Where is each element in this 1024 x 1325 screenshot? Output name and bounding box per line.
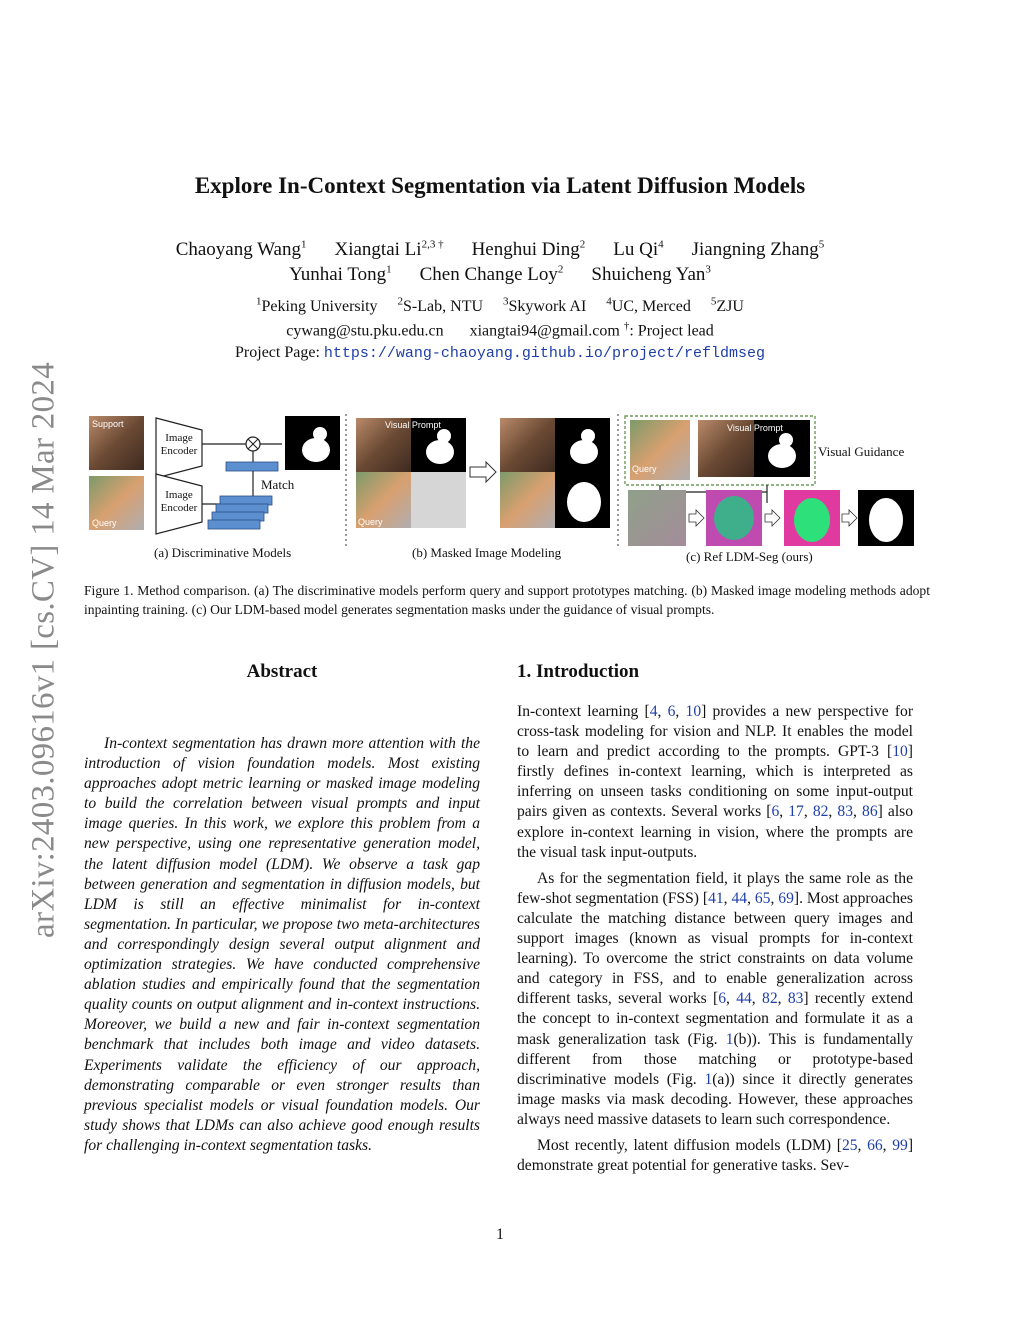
- text-run: Most recently, latent diffusion models (LDM) [: [537, 1136, 842, 1154]
- citation-link[interactable]: 25: [841, 1136, 858, 1154]
- project-url-link[interactable]: https://wang-chaoyang.github.io/project/refldmseg: [323, 345, 765, 362]
- text-run: (b)). This is fundamentally different from those matching or prototype-based discriminative models (Fig.: [517, 1030, 913, 1088]
- author-name: Henghui Ding$^2$: [471, 239, 586, 261]
- citation-link[interactable]: 86: [862, 803, 878, 821]
- label-query-c: Query: [632, 464, 657, 474]
- text-run: ,: [882, 1136, 893, 1154]
- arrow-icon: [470, 462, 496, 482]
- email-1[interactable]: cywang@stu.pku.edu.cn: [286, 322, 444, 340]
- citation-link[interactable]: 65: [754, 889, 771, 907]
- project-label: Project Page:: [235, 344, 320, 361]
- citation-link[interactable]: 99: [892, 1136, 908, 1154]
- intro-text: [517, 702, 913, 1176]
- affiliations: [0, 296, 1000, 316]
- text-run: ,: [779, 803, 789, 821]
- author-affiliation-mark: 5: [818, 239, 825, 251]
- text-run: ,: [751, 990, 763, 1008]
- citation-link[interactable]: 83: [787, 990, 804, 1008]
- affiliation: $^5$ZJU: [710, 296, 744, 316]
- label-visual-guidance: Visual Guidance: [818, 444, 905, 459]
- author-name: Lu Qi$^4$: [613, 239, 664, 261]
- citation-link[interactable]: 83: [837, 803, 854, 821]
- support-prototype: [226, 462, 278, 471]
- label-query-a: Query: [92, 518, 117, 528]
- author-affiliation-mark: 2: [557, 264, 564, 276]
- text-run: ] firstly defines in-context learning, which is interpreted as inferring on unseen tasks conditioning on some input-output pairs given as contexts. Several works [: [517, 743, 913, 821]
- paper-title: Explore In-Context Segmentation via Latent Diffusion Models: [194, 173, 806, 198]
- author-affiliation-mark: 1: [386, 264, 392, 276]
- author-name: Xiangtai $Li^{2,3 \dagger}$: [334, 239, 444, 261]
- author-affiliation-mark: 4: [658, 239, 664, 251]
- abstract-text: [84, 734, 480, 1156]
- emails: [0, 320, 1000, 340]
- caption-panel-a: (a) Discriminative Models: [154, 545, 292, 560]
- text-run: ,: [675, 703, 686, 720]
- figure-caption: Figure 1. Method comparison. (a) The discriminative models perform query and support prototypes matching. (b) Masked image modeling methods adopt inpainting training. (c) Our LDM-based model generates segmentation masks under the guidance of visual prompts.: [84, 583, 930, 617]
- masked-region: [411, 472, 466, 528]
- text-run: In-context learning [: [517, 703, 650, 720]
- abstract-heading: Abstract: [246, 661, 318, 682]
- author-name: Jiangning Zhang$^5$: [691, 239, 825, 261]
- citation-link[interactable]: 82: [762, 990, 778, 1008]
- citation-link[interactable]: 6: [718, 990, 726, 1008]
- author-name: Chen Change Loy$^2$: [419, 264, 564, 286]
- text-run: ] provides a new perspective for cross-task modeling for vision and NLP. It enables the model to learn and predict according to the prompts. GPT-3 [: [517, 703, 914, 761]
- citation-link[interactable]: 6: [667, 703, 676, 720]
- citation-link[interactable]: 10: [892, 743, 908, 761]
- encoder-top-label: Image Encoder: [160, 432, 198, 457]
- text-run: ] recently extend the concept to in-context segmentation and formulate it as a mask generalization task (Fig.: [517, 990, 914, 1048]
- citation-link[interactable]: 17: [788, 803, 804, 821]
- author-name: Shuicheng Yan$^3$: [591, 264, 711, 286]
- caption-panel-c: (c) Ref LDM-Seg (ours): [686, 549, 813, 564]
- text-run: ,: [857, 1136, 868, 1154]
- author-affiliation-mark: 1: [301, 239, 307, 251]
- arxiv-id: arXiv:2403.09616v1 [cs.CV] 14 Mar 2024: [25, 362, 62, 938]
- authors-line-1: [0, 239, 1000, 261]
- affiliation: $^2$S-Lab, NTU: [397, 296, 484, 316]
- author-affiliation-mark: 2: [579, 239, 586, 251]
- label-match: Match: [261, 477, 295, 492]
- text-run: (a)) since it directly generates image masks via mask decoding. However, these approaches always need massive datasets to learn such correspondence.: [517, 1070, 913, 1128]
- label-visual-prompt-c: Visual Prompt: [727, 423, 783, 433]
- text-run: ] also explore in-context learning in vision, where the prompts are the visual task input-outputs.: [517, 803, 914, 861]
- author-name: Yunhai Tong$^1$: [289, 264, 392, 286]
- text-run: ,: [747, 889, 755, 907]
- text-run: ,: [828, 803, 838, 821]
- citation-link[interactable]: 44: [736, 990, 752, 1008]
- noise-latent: [628, 490, 686, 546]
- citation-link[interactable]: 10: [685, 703, 702, 720]
- email-2[interactable]: xiangtai94@gmail.com: [469, 322, 620, 340]
- page-number: 1: [496, 1226, 504, 1243]
- citation-link[interactable]: 1: [725, 1030, 734, 1048]
- citation-link[interactable]: 4: [649, 703, 658, 720]
- affiliation: $^4$UC, Merced: [606, 296, 691, 316]
- intro-heading: 1. Introduction: [517, 661, 640, 682]
- encoder-bottom-label: Image Encoder: [160, 489, 198, 514]
- text-run: ,: [657, 703, 668, 720]
- authors-line-2: [0, 264, 1000, 286]
- project-page: [0, 344, 1000, 362]
- lead-note: : Project lead: [629, 322, 714, 340]
- caption-panel-b: (b) Masked Image Modeling: [412, 545, 562, 560]
- text-run: ,: [770, 889, 779, 907]
- author-affiliation-mark: 3: [705, 264, 711, 276]
- text-run: ,: [777, 990, 788, 1008]
- intro-paragraph-1: [517, 702, 913, 863]
- query-features: [208, 520, 260, 529]
- citation-link[interactable]: 66: [867, 1136, 883, 1154]
- intro-paragraph-2: [517, 869, 913, 1130]
- figure-1: [84, 410, 930, 570]
- citation-link[interactable]: 6: [771, 803, 780, 821]
- label-query-b: Query: [358, 517, 383, 527]
- citation-link[interactable]: 44: [731, 889, 748, 907]
- text-run: As for the segmentation field, it plays the same role as the few-shot segmentation (FSS) [: [517, 869, 913, 907]
- arxiv-watermark: [22, 330, 66, 970]
- text-run: ,: [853, 803, 863, 821]
- lead-mark: †: [623, 320, 630, 332]
- citation-link[interactable]: 69: [778, 889, 794, 907]
- text-run: ,: [803, 803, 813, 821]
- citation-link[interactable]: 1: [704, 1070, 713, 1088]
- abstract-paragraph: In-context segmentation has drawn more attention with the introduction of vision foundation models. Most existing approaches adopt metric learning or masked image modeling to build the correlation between visual prompts and input image queries. In this work, we explore this problem from a new perspective, using one representative generation model, the latent diffusion model (LDM). We observe a task gap between generation and segmentation in diffusion models, but LDM is still an effective minimalist for in-context segmentation. In particular, we propose two meta-architectures and correspondingly design several output alignment and optimization strategies. We have conducted comprehensive ablation studies and empirically found that the segmentation quality counts on output alignment and in-context instructions. Moreover, we build a new and fair in-context segmentation benchmark that includes both image and video datasets. Experiments validate the efficiency of our approach, demonstrating comparable or even stronger results than previous specialist models or visual foundation models. Our study shows that LDMs can also achieve good enough results for challenging in-context segmentation tasks.: [84, 735, 480, 1154]
- text-run: ,: [725, 990, 737, 1008]
- text-run: ] demonstrate great potential for generative tasks. Sev-: [517, 1136, 914, 1175]
- citation-link[interactable]: 41: [708, 889, 724, 907]
- author-name: Chaoyang Wang$^1$: [175, 239, 307, 261]
- intro-paragraph-3: [517, 1136, 913, 1176]
- text-run: ]. Most approaches calculate the matching distance between query images and support images (known as visual prompts for in-context learning). To overcome the strict constraints on data volume and category in FSS, and to enable generalization across different tasks, several works [: [517, 889, 913, 1008]
- label-support: Support: [92, 419, 124, 429]
- citation-link[interactable]: 82: [812, 803, 829, 821]
- label-visual-prompt-b: Visual Prompt: [385, 420, 441, 430]
- author-affiliation-mark: 2,3 †: [421, 239, 444, 251]
- text-run: ,: [723, 889, 732, 907]
- affiliation: $^1$Peking University: [256, 296, 378, 316]
- affiliation: $^3$Skywork AI: [503, 296, 587, 316]
